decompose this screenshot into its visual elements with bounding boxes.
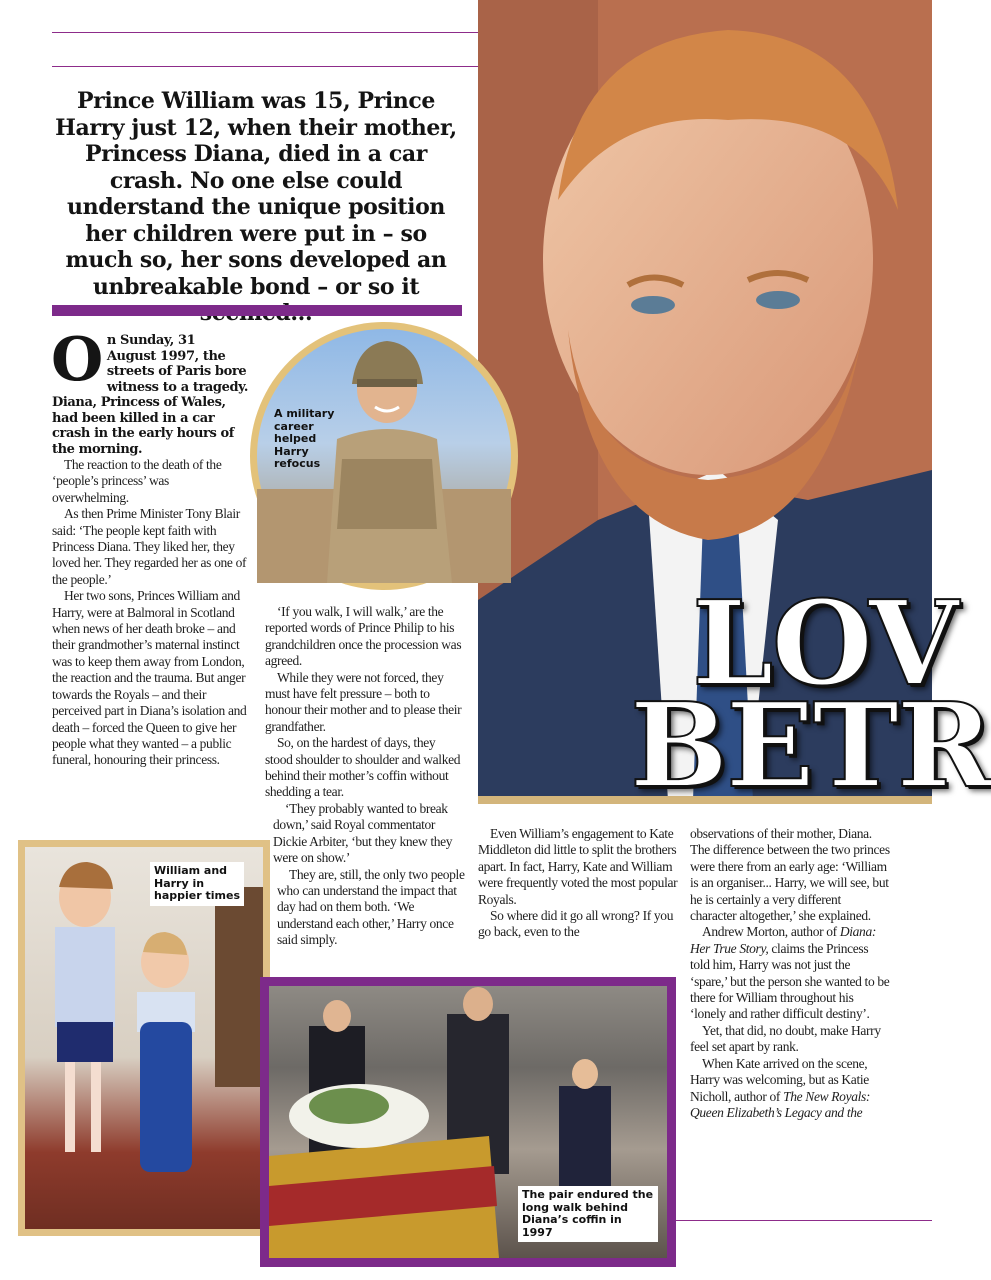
standfirst: Prince William was 15, Prince Harry just 12, when their mother, Princess Diana, died in a car crash. No one else could understand the unique position her children were put in – so much so, her sons developed an unbreakable bond – or so it <box>55 88 457 300</box>
caption-military: A military career helped Harry refocus <box>274 407 335 470</box>
bottom-rule <box>676 1220 932 1221</box>
body-paragraph: So where did it go all wrong? If you go back, even to the <box>478 908 674 940</box>
body-text: claims the Princess told him, Harry was not just the ‘spare,’ but the person she wanted to be there for William throughout his ‘lonely and rather difficult destiny’. <box>690 940 890 1022</box>
body-paragraph <box>690 1056 890 1122</box>
body-paragraph: ‘If you walk, I will walk,’ are the reported words of Prince Philip to his grandchildren once the procession was agreed. <box>265 604 462 669</box>
headline-line-2: BETR <box>630 678 991 814</box>
lead-text: n Sunday, 31 August 1997, the streets of Paris bore witness to a tragedy. Diana, Princess of Wales, had been killed in a car crash in the early hours of the morning. <box>52 333 248 457</box>
body-paragraph: ‘They probably wanted to break down,’ said Royal commentator Dickie Arbiter, ‘but they knew they were on show.’ <box>273 800 453 866</box>
body-text: When Kate arrived on the scene, Harry was welcoming, but as Katie Nicholl, author of <box>690 1055 869 1104</box>
lead-paragraph <box>51 325 248 457</box>
drop-cap: O <box>51 325 103 395</box>
body-paragraph: So, on the hardest of days, they stood shoulder to shoulder and walked behind their mother’s coffin without shedding a tear. <box>265 735 461 800</box>
body-paragraph <box>690 924 890 1022</box>
article-column-4 <box>690 826 890 1121</box>
body-paragraph: observations of their mother, Diana. The difference between the two princes were there from an early age: ‘William is an organiser... Harry, we will see, but he is certainly a very different character altogether,’ she explained. <box>690 826 890 924</box>
article-column-2 <box>265 604 465 949</box>
caption-funeral: The pair endured the long walk behind Diana’s coffin in 1997 <box>518 1186 658 1242</box>
headline-line-1: LOV <box>692 576 957 712</box>
article-column-3 <box>478 826 678 941</box>
body-paragraph: Her two sons, Princes William and Harry, were at Balmoral in Scotland when news of her death broke – and their grandmother’s maternal instinct was to keep them away from London, the reaction and the trauma. But anger towards the Royals – and their perceived part in Diana’s isolation and death – forced the Queen to give her people what they wanted – a public funeral, honouring their princess. <box>52 588 247 768</box>
accent-bar <box>52 305 462 316</box>
body-paragraph: Even William’s engagement to Kate Middleton did little to split the brothers apart. In fact, Harry, Kate and William were frequently voted the most popular Royals. <box>478 826 678 907</box>
book-title: Diana: Her True Story, <box>690 924 877 956</box>
body-text: Andrew Morton, author of <box>702 924 840 940</box>
body-paragraph: As then Prime Minister Tony Blair said: ‘The people kept faith with Princess Diana. They liked her, they loved her. They regarded her as one of the people.’ <box>52 506 247 587</box>
body-paragraph: The reaction to the death of the ‘people’s princess’ was overwhelming. <box>52 457 222 505</box>
caption-childhood: William and Harry in happier times <box>150 862 244 906</box>
book-title: The New Royals: Queen Elizabeth’s Legacy and the <box>690 1088 871 1120</box>
article-column-1 <box>51 325 248 769</box>
body-paragraph: They are, still, the only two people who can understand the impact that day had on them both. ‘We understand each other,’ Harry once said simply. <box>277 866 465 948</box>
body-paragraph: Yet, that did, no doubt, make Harry feel set apart by rank. <box>690 1022 881 1055</box>
body-paragraph: While they were not forced, they must have felt pressure – both to honour their mother and to please their grandfather. <box>265 669 462 734</box>
